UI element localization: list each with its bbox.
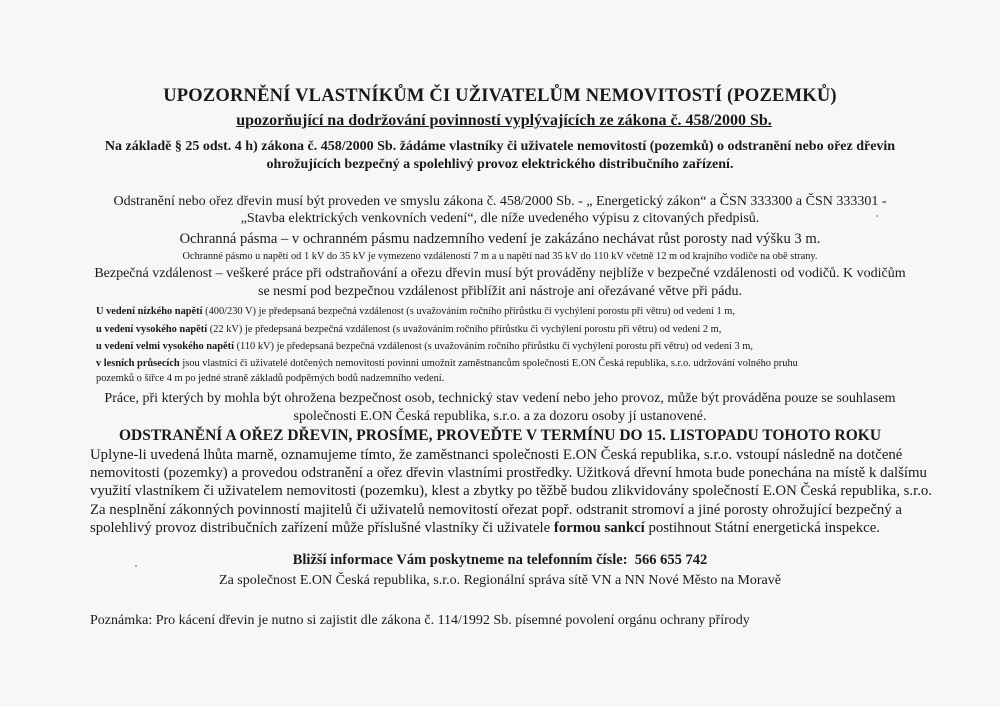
scan-speck [876,215,878,217]
distance-label: u vedení velmi vysokého napětí [96,341,234,352]
scan-speck [135,565,137,567]
notice-subtitle: upozorňující na dodržování povinností vyplývajících ze zákona č. 458/2000 Sb. [236,112,772,129]
para6-line-3: využití vlastníkem či uživatelem nemovitosti (pozemku), klest a zbytky po těžbě budou zlikvidovány společností E.ON Česká republika, s.r.o. [90,483,933,499]
para1-line-2: „Stavba elektrických venkovních vedení“, dle níže uvedeného výpisu z citovaných předpisů. [240,211,760,226]
distance-low-voltage [96,306,735,317]
contact-prefix: Bližší informace Vám poskytneme na telefonním čísle: [292,552,628,568]
para1-line-1: Odstranění nebo ořez dřevin musí být proveden ve smyslu zákona č. 458/2000 Sb. - „ Energetický zákon“ a ČSN 333300 a ČSN 333301 - [113,194,887,209]
para5-line-2: společnosti E.ON Česká republika, s.r.o. a za dozoru osoby jí ustanovené. [293,409,707,424]
sanction-emphasis: formou sankcí [553,520,645,536]
para7-line-1: Za nesplnění zákonných povinností majitelů či uživatelů nemovitostí ořezat popř. odstranit stromoví a jiné porosty ohrožující bezpečný a [90,502,902,518]
deadline-heading: ODSTRANĚNÍ A OŘEZ DŘEVIN, PROSÍME, PROVEĎTE V TERMÍNU DO 15. LISTOPADU TOHOTO ROKU [118,427,882,444]
para4-line-1: Bezpečná vzdálenost – veškeré práce při odstraňování a ořezu dřevin musí být prováděny nejblíže v bezpečné vzdálenosti od vodičů. K vodičům [94,266,906,281]
distance-text: jsou vlastníci či uživatelé dotčených nemovitostí povinni umožnit zaměstnancům společnosti E.ON Česká republika, s.r.o. udržování volného pruhu [179,358,798,369]
distance-text: (400/230 V) je předepsaná bezpečná vzdálenost (s uvažováním ročního přírůstku či vychýlení porostu při větru) od vedení 1 m, [202,306,735,317]
para7-end: postihnout Státní energetická inspekce. [644,520,880,536]
distance-label: u vedení vysokého napětí [96,324,208,335]
para2-protection-zone: Ochranná pásma – v ochranném pásmu nadzemního vedení je zakázáno nechávat růst porosty nad výšku 3 m. [179,231,821,247]
distance-label: v lesních průsecích [96,358,180,369]
para4-line-2: se nesmí pod bezpečnou vzdálenost přiblížit ani nástroje ani ořezávané větve při pádu. [258,284,742,299]
para6-line-1: Uplyne-li uvedená lhůta marně, oznamujeme tímto, že zaměstnanci společnosti E.ON Česká republika, s.r.o. vstoupí následně na dotčené [90,447,903,463]
para7-text: spolehlivý provoz distribučních zařízení může příslušné vlastníky či uživatele [90,520,554,536]
distance-forest-clearing-cont: pozemků o šířce 4 m po jedné straně základů podpěrných bodů nadzemního vedení. [96,373,445,384]
phone-number: 566 655 742 [634,552,708,568]
notice-title: UPOZORNĚNÍ VLASTNÍKŮM ČI UŽIVATELŮM NEMOVITOSTÍ (POZEMKŮ) [163,86,837,106]
intro-line-1: Na základě § 25 odst. 4 h) zákona č. 458/2000 Sb. žádáme vlastníky či uživatele nemovitostí (pozemků) o odstranění nebo ořez dřevin [104,139,896,154]
company-signature: Za společnost E.ON Česká republika, s.r.o. Regionální správa sítě VN a NN Nové Město na Moravě [219,573,781,588]
distance-label: U vedení nízkého napětí [96,306,203,317]
note: Poznámka: Pro kácení dřevin je nutno si zajistit dle zákona č. 114/1992 Sb. písemné povolení orgánu ochrany přírody [90,613,750,628]
contact-line [0,552,1000,569]
distance-very-high-voltage [96,341,753,352]
para5-line-1: Práce, při kterých by mohla být ohrožena bezpečnost osob, technický stav vedení nebo jeho provoz, může být prováděna pouze se souhlasem [104,391,896,406]
distance-text: (22 kV) je předepsaná bezpečná vzdálenost (s uvažováním ročního přírůstku či vychýlení porostu při větru) od vedení 2 m, [207,324,722,335]
para3-protection-zone-detail: Ochranné pásmo u napětí od 1 kV do 35 kV je vymezeno vzdáleností 7 m a u napětí nad 35 kV do 110 kV včetně 12 m od krajního vodiče na obě strany. [182,251,818,262]
distance-high-voltage [96,324,721,335]
distance-forest-clearing [96,358,798,369]
para7-line-2 [90,520,880,537]
distance-text: (110 kV) je předepsaná bezpečná vzdálenost (s uvažováním ročního přírůstku či vychýlení porostu při větru) od vedení 3 m, [233,341,753,352]
para6-line-2: nemovitosti (pozemky) a provedou odstranění a ořez dřevin vlastními prostředky. Užitková dřevní hmota bude ponechána na místě k dalšímu [90,465,927,481]
intro-line-2: ohrožujících bezpečný a spolehlivý provoz elektrického distribučního zařízení. [266,157,734,172]
